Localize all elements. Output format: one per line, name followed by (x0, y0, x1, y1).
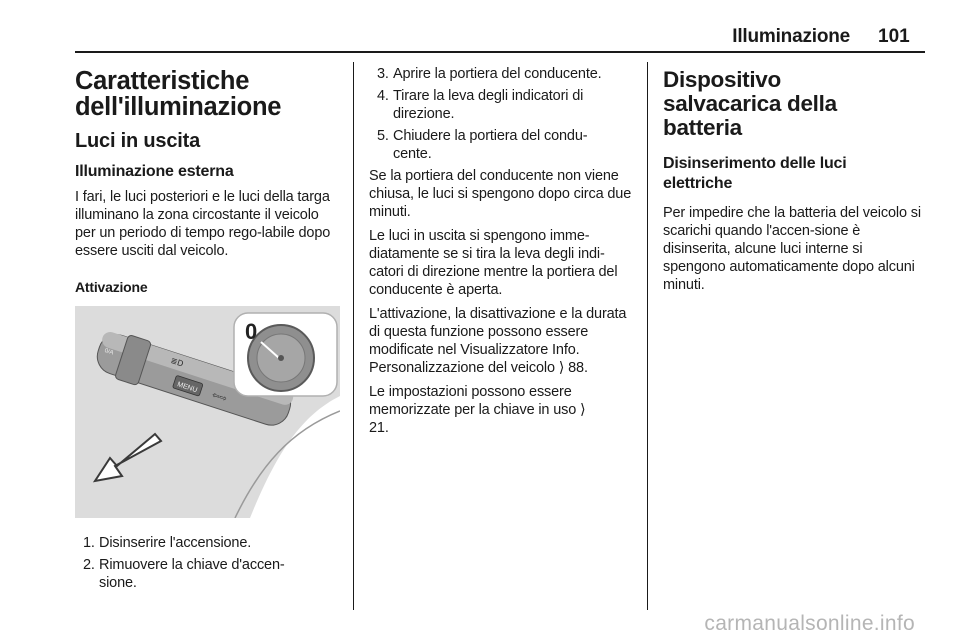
topic-heading: Illuminazione esterna (75, 163, 234, 180)
pull-arrow-icon (95, 434, 161, 481)
svg-text:⇦⇨: ⇦⇨ (210, 390, 228, 405)
page-number: 101 (878, 26, 910, 47)
menu-button-label: MENU (176, 381, 199, 395)
list-item: 5. Chiudere la portiera del condu-cente. (377, 128, 588, 162)
subsection-heading: Luci in uscita (75, 130, 201, 152)
battery-saver-subheading: Disinserimento delle luci elettriche (663, 155, 847, 192)
header-rule (75, 51, 925, 53)
battery-saver-paragraph: Per impedire che la batteria del veicolo si scarichi quando l'accen-sione è disinserita, alcune luci interne si spengono automaticamente dopo alcuni minuti. (663, 205, 921, 293)
paragraph-door: Se la portiera del conducente non viene chiusa, le luci si spengono dopo circa due minuti. (369, 168, 632, 220)
column-2 (369, 65, 637, 437)
paragraph-stalk: Le luci in uscita si spengono imme-diatamente se si tira la leva degli indi-catori di direzione mentre la portiera del conducente è aperta. (369, 228, 618, 298)
section-heading: Caratteristiche dell'illuminazione (75, 67, 282, 121)
list-item: 3. Aprire la portiera del conducente. (377, 66, 602, 82)
column-1 (75, 68, 343, 296)
column-1-steps (75, 534, 343, 596)
steps-list-2 (369, 65, 637, 163)
activation-label: Attivazione (75, 279, 148, 295)
stalk-illustration (75, 306, 340, 518)
battery-saver-heading: Dispositivo salvacarica della batteria (663, 67, 837, 140)
column-divider-1 (353, 62, 354, 610)
watermark: carmanualsonline.info (704, 612, 915, 635)
indicator-stalk-drawing (75, 306, 340, 518)
svg-text:0/A: 0/A (103, 347, 115, 357)
list-item: 4. Tirare la leva degli indicatori di direzione. (377, 88, 584, 122)
list-item: 2. Rimuovere la chiave d'accen-sione. (83, 557, 285, 591)
intro-paragraph: I fari, le luci posteriori e le luci della targa illuminano la zona circostante il veicolo per un periodo di tempo rego-labile dopo essere usciti dal veicolo. (75, 189, 331, 259)
column-divider-2 (647, 62, 648, 610)
position-label-zero: 0 (245, 319, 258, 344)
svg-text:≣D: ≣D (169, 356, 185, 369)
page-header-title: Illuminazione (732, 26, 850, 47)
list-item: 1. Disinserire l'accensione. (83, 535, 252, 551)
paragraph-settings: L'attivazione, la disattivazione e la durata di questa funzione possono essere modificate nel Visualizzatore Info. Personalizzazione del veicolo ⟩ 88. (369, 306, 627, 376)
paragraph-key: Le impostazioni possono essere memorizzate per la chiave in uso ⟩ 21. (369, 384, 586, 436)
steps-list-1 (75, 534, 343, 592)
column-3 (663, 68, 925, 294)
